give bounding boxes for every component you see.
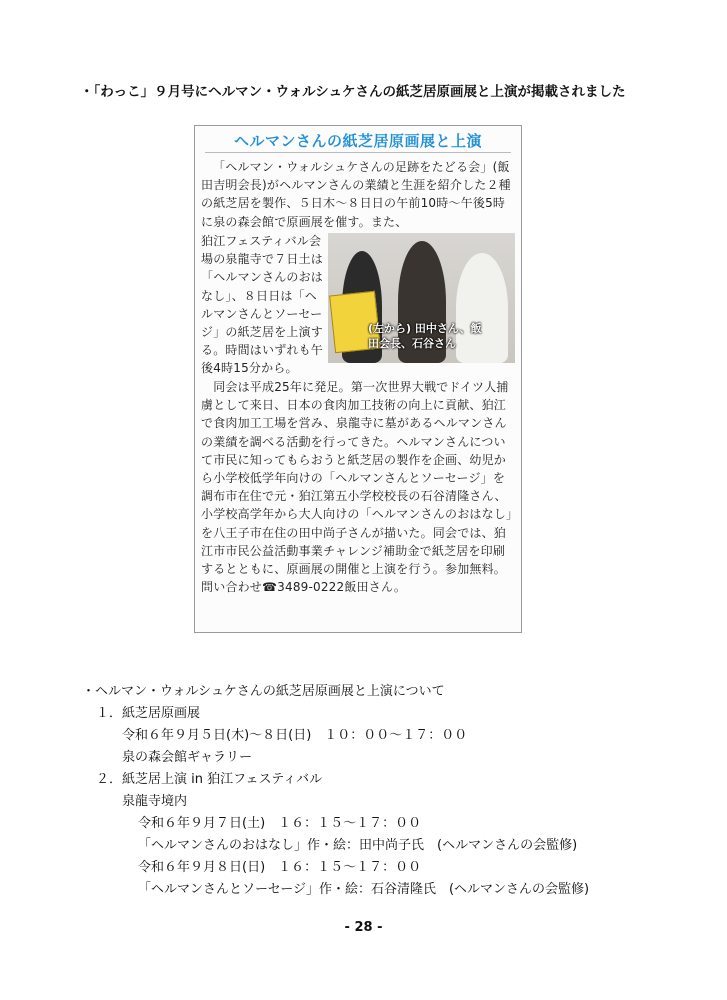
item2-datetime-2: 令和６年９月８日(日) １６：１５〜１７：００	[138, 860, 422, 875]
photo-caption: (左から) 田中さん、飯田会長、石谷さん	[368, 322, 482, 350]
newspaper-clipping	[194, 125, 522, 633]
item1-label: １．紙芝居原画展	[96, 706, 201, 721]
item1-datetime: 令和６年９月５日(木)〜８日(日) １０：００〜１７：００	[122, 728, 468, 743]
clipping-paragraph-1: 「ヘルマン・ウォルシュケさんの足跡をたどる会」(飯田吉明会長)がヘルマンさんの業績と生涯を紹介した２種の紙芝居を製作、５日木〜８日日の午前10時〜午後5時に泉の森会館で原画展を催す。また、	[201, 160, 511, 229]
clipping-title: ヘルマンさんの紙芝居原画展と上演	[233, 132, 482, 150]
page-number: - 28 -	[344, 920, 383, 935]
clipping-photo	[328, 233, 515, 363]
item2-title-2: 「ヘルマンさんとソーセージ」作・絵：石谷清隆氏 (ヘルマンさんの会監修)	[138, 882, 590, 897]
item1-venue: 泉の森会館ギャラリー	[122, 750, 253, 765]
clipping-paragraph-2: 狛江フェスティバル会場の泉龍寺で７日土は「ヘルマンさんのおはなし」、８日日は「ヘルマンさんとソーセージ」の紙芝居を上演する。時間はいずれも午後4時15分から。	[201, 234, 324, 376]
item2-title-1: 「ヘルマンさんのおはなし」作・絵：田中尚子氏 (ヘルマンさんの会監修)	[138, 838, 578, 853]
item2-venue: 泉龍寺境内	[122, 794, 188, 809]
event-details-heading: ・ヘルマン・ウォルシュケさんの紙芝居原画展と上演について	[82, 684, 445, 699]
clipping-paragraph-3: 同会は平成25年に発足。第一次世界大戦でドイツ人捕虜として来日、日本の食肉加工技術の向上に貢献、狛江で食肉加工工場を営み、泉龍寺に墓があるヘルマンさんの業績を調べる活動を行ってきた。ヘルマンさんについて市民に知ってもらおうと紙芝居の製作を企画、幼児から小学校低学年向けの「ヘルマンさんとソーセージ」を調布市在住で元・狛江第五小学校校長の石谷清隆さん、小学校高学年から大人向けの「ヘルマンさんのおはなし」を八王子市在住の田中尚子さんが描いた。同会では、狛江市市民公益活動事業チャレンジ補助金で紙芝居を印刷するとともに、原画展の開催と上演を行う。参加無料。 問い合わせ☎3489-0222飯田さん。	[201, 380, 513, 595]
item2-datetime-1: 令和６年９月７日(土) １６：１５〜１７：００	[138, 816, 422, 831]
article-heading: ・「わっこ」９月号にヘルマン・ウォルシュケさんの紙芝居原画展と上演が掲載されました	[80, 84, 626, 100]
item2-label: ２．紙芝居上演 in 狛江フェスティバル	[96, 772, 323, 787]
clipping-title-rule	[205, 152, 511, 153]
